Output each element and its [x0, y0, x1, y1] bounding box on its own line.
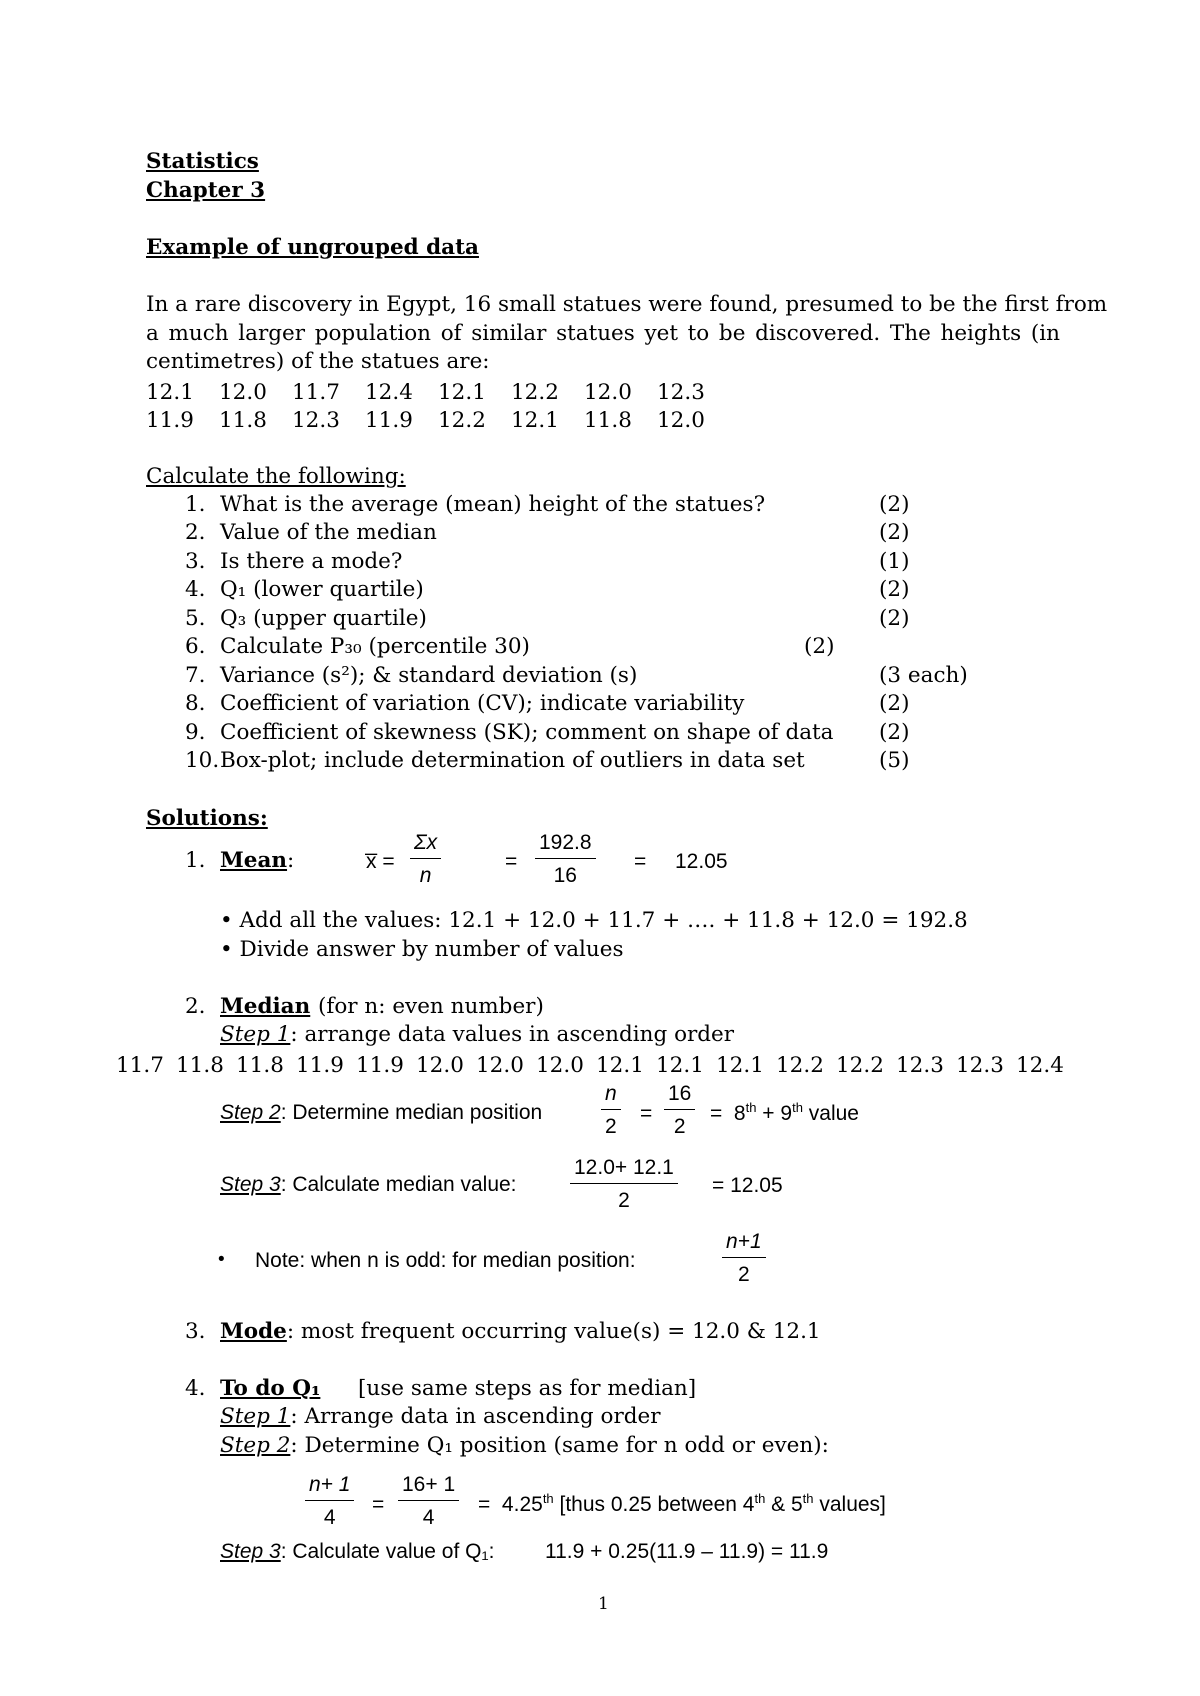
n-plus-1: n+ 1 — [305, 1474, 354, 1501]
data-value: 12.3 — [292, 408, 340, 433]
question-text: Box-plot; include determination of outliers in data set — [220, 748, 805, 773]
data-value: 12.0 — [584, 380, 632, 405]
sorted-value: 12.2 — [836, 1053, 884, 1078]
question-number: 10. — [185, 748, 220, 773]
q1-note: [use same steps as for median] — [358, 1376, 697, 1401]
question-number: 8. — [185, 691, 206, 716]
solutions-heading: Solutions: — [146, 806, 268, 831]
median-position-result: = 8th + 9th value — [710, 1100, 859, 1125]
step-label: Step 3 — [220, 1173, 281, 1196]
q1-calculation: 11.9 + 0.25(11.9 – 11.9) = 11.9 — [545, 1540, 829, 1563]
question-marks: (1) — [879, 549, 910, 574]
two: 2 — [737, 1263, 750, 1286]
question-marks: (2) — [879, 492, 910, 517]
question-number: 9. — [185, 720, 206, 745]
subject-title: Statistics — [146, 149, 259, 174]
page-number: 1 — [598, 1594, 609, 1614]
n-symbol: n — [419, 864, 432, 887]
mean-bullet-1: • Add all the values: 12.1 + 12.0 + 11.7 + …. + 11.8 + 12.0 = 192.8 — [220, 908, 968, 933]
step-label: Step 3 — [220, 1540, 281, 1563]
sorted-value: 11.8 — [236, 1053, 284, 1078]
question-text: Is there a mode? — [220, 549, 403, 574]
data-value: 11.8 — [219, 408, 267, 433]
mode-number: 3. — [185, 1319, 206, 1344]
data-value: 12.0 — [219, 380, 267, 405]
mean-xbar: x̅ = — [366, 850, 395, 873]
q1-position-result: = 4.25th [thus 0.25 between 4th & 5th values] — [478, 1491, 886, 1516]
question-text: What is the average (mean) height of the statues? — [220, 492, 766, 517]
median-position-fraction-16 — [664, 1083, 695, 1137]
median-note: (for n: even number) — [318, 994, 544, 1019]
data-value: 11.9 — [365, 408, 413, 433]
data-value: 11.8 — [584, 408, 632, 433]
question-text: Calculate P₃₀ (percentile 30) — [220, 634, 530, 659]
step-text: : Calculate value of Q₁: — [280, 1540, 495, 1563]
data-value: 12.0 — [657, 408, 705, 433]
two: 2 — [673, 1115, 686, 1138]
questions-heading: Calculate the following: — [146, 464, 406, 489]
data-value: 12.1 — [511, 408, 559, 433]
data-value: 12.2 — [438, 408, 486, 433]
median-step3 — [220, 1174, 517, 1195]
four: 4 — [323, 1506, 336, 1529]
mean-bullet-2: • Divide answer by number of values — [220, 937, 624, 962]
n-symbol: n — [601, 1083, 621, 1110]
intro-line-2: a much larger population of similar statues yet to be discovered. The heights (in — [146, 321, 1060, 346]
two: 2 — [605, 1115, 617, 1138]
intro-line-3: centimetres) of the statues are: — [146, 349, 490, 374]
question-marks: (2) — [804, 634, 835, 659]
sorted-value: 11.9 — [296, 1053, 344, 1078]
mean-equals-2: = — [634, 850, 647, 873]
sorted-value: 12.1 — [596, 1053, 644, 1078]
sorted-value: 12.4 — [1016, 1053, 1064, 1078]
mean-result: 12.05 — [675, 850, 728, 873]
median-odd-note: Note: when n is odd: for median position: — [255, 1249, 636, 1272]
mode-label: Mode — [220, 1319, 287, 1344]
q1-position-fraction-16 — [398, 1474, 459, 1528]
q1-step1 — [220, 1406, 660, 1428]
q1-position-equals: = — [372, 1493, 385, 1516]
mode-text: : most frequent occurring value(s) = 12.0 & 12.1 — [286, 1319, 821, 1344]
step-text: : Arrange data in ascending order — [290, 1404, 661, 1429]
chapter-title: Chapter 3 — [146, 178, 266, 203]
question-number: 1. — [185, 492, 206, 517]
intro-line-1: In a rare discovery in Egypt, 16 small statues were found, presumed to be the first from — [146, 292, 1108, 317]
median-position-fraction-n — [601, 1083, 621, 1137]
median-odd-fraction — [722, 1231, 766, 1285]
sorted-value: 11.7 — [116, 1053, 164, 1078]
data-value: 11.7 — [292, 380, 340, 405]
question-text: Coefficient of skewness (SK); comment on shape of data — [220, 720, 834, 745]
data-value: 12.2 — [511, 380, 559, 405]
q1-number: 4. — [185, 1376, 206, 1401]
question-marks: (2) — [879, 577, 910, 602]
median-sum: 12.0+ 12.1 — [570, 1157, 678, 1184]
median-number: 2. — [185, 994, 206, 1019]
sixteen-plus-1: 16+ 1 — [398, 1474, 459, 1501]
q1-step3 — [220, 1541, 494, 1562]
sorted-value: 12.0 — [416, 1053, 464, 1078]
mean-number: 1. — [185, 848, 206, 873]
step-label: Step 1 — [220, 1022, 291, 1047]
question-text: Q₃ (upper quartile) — [220, 606, 427, 631]
mean-value-fraction — [535, 832, 596, 886]
four: 4 — [422, 1506, 435, 1529]
question-marks: (2) — [879, 520, 910, 545]
sorted-value: 11.8 — [176, 1053, 224, 1078]
median-position-equals: = — [640, 1102, 653, 1125]
question-text: Coefficient of variation (CV); indicate variability — [220, 691, 745, 716]
step-text: : Determine median position — [280, 1101, 543, 1124]
q1-label: To do Q₁ — [220, 1376, 321, 1401]
two: 2 — [618, 1189, 630, 1212]
sorted-value: 12.3 — [896, 1053, 944, 1078]
example-heading: Example of ungrouped data — [146, 235, 479, 260]
question-marks: (3 each) — [879, 663, 968, 688]
sorted-value: 12.1 — [716, 1053, 764, 1078]
question-marks: (5) — [879, 748, 910, 773]
step-text: : arrange data values in ascending order — [290, 1022, 735, 1047]
question-number: 4. — [185, 577, 206, 602]
step-label: Step 2 — [220, 1101, 281, 1124]
sorted-value: 12.0 — [536, 1053, 584, 1078]
sorted-value: 12.2 — [776, 1053, 824, 1078]
step-label: Step 2 — [220, 1433, 291, 1458]
question-marks: (2) — [879, 691, 910, 716]
sixteen: 16 — [664, 1083, 695, 1110]
median-value-result: = 12.05 — [712, 1174, 783, 1197]
mean-formula-fraction — [410, 832, 441, 886]
mean-equals-1: = — [505, 850, 518, 873]
q1-position-fraction-n — [305, 1474, 354, 1528]
mode-line — [220, 1321, 821, 1343]
question-number: 7. — [185, 663, 206, 688]
step-label: Step 1 — [220, 1404, 291, 1429]
data-value: 11.9 — [146, 408, 194, 433]
question-number: 3. — [185, 549, 206, 574]
bullet-icon: • — [218, 1249, 225, 1270]
n-plus-1: n+1 — [722, 1231, 766, 1258]
q1-step2 — [220, 1435, 829, 1457]
median-step1 — [220, 1024, 734, 1046]
question-number: 6. — [185, 634, 206, 659]
mean-label-wrap — [220, 850, 294, 872]
sorted-value: 12.3 — [956, 1053, 1004, 1078]
data-value: 12.1 — [146, 380, 194, 405]
median-step2 — [220, 1102, 542, 1123]
sum-x: Σx — [410, 832, 441, 859]
count-value: 16 — [553, 864, 577, 887]
question-number: 5. — [185, 606, 206, 631]
sum-value: 192.8 — [535, 832, 596, 859]
question-marks: (2) — [879, 720, 910, 745]
data-value: 12.4 — [365, 380, 413, 405]
mean-label: Mean — [220, 848, 288, 873]
median-label: Median — [220, 994, 311, 1019]
question-text: Variance (s²); & standard deviation (s) — [220, 663, 638, 688]
sorted-value: 11.9 — [356, 1053, 404, 1078]
data-value: 12.1 — [438, 380, 486, 405]
step-text: : Calculate median value: — [280, 1173, 517, 1196]
data-value: 12.3 — [657, 380, 705, 405]
question-text: Value of the median — [220, 520, 437, 545]
question-text: Q₁ (lower quartile) — [220, 577, 424, 602]
mean-colon: : — [287, 848, 295, 873]
sorted-value: 12.1 — [656, 1053, 704, 1078]
sorted-value: 12.0 — [476, 1053, 524, 1078]
question-number: 2. — [185, 520, 206, 545]
median-value-fraction — [570, 1157, 678, 1211]
step-text: : Determine Q₁ position (same for n odd or even): — [290, 1433, 829, 1458]
question-marks: (2) — [879, 606, 910, 631]
